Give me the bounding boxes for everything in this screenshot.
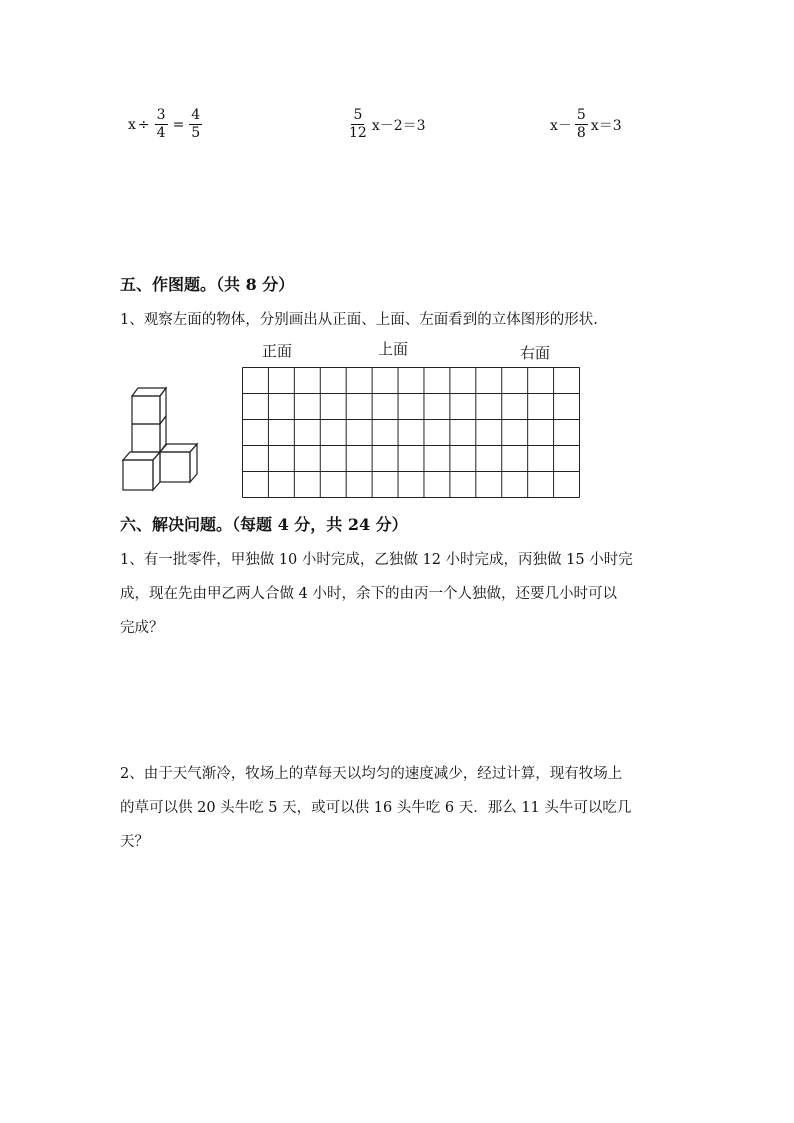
cube-top-front [132,396,160,424]
cube-bottom-left-side [153,452,160,490]
drawing-grid[interactable] [241,366,582,499]
cube-stack-figure [118,382,208,494]
q2-line-3: 天？ [120,834,149,850]
q2-line-2: 的草可以供 20 头牛吃 5 天，或可以供 16 头牛吃 6 天．那么 11 头牛可以吃几 [120,800,632,816]
cube-bottom-left-front [123,460,153,490]
eq1-fraction-2: $\frac{4}{5}$ [191,107,201,142]
label-right: 右面 [520,344,551,362]
section6-title: 六、解决问题。（每题 4 分，共 24 分） [120,515,408,534]
label-front: 正面 [262,342,293,360]
cube-middle-front [132,424,160,452]
eq3-rest: x＝3 [590,117,622,134]
eq2-fraction: $\frac{5}{12}$ [349,107,367,142]
eq1-var: x [128,116,136,133]
q2-line-1: 2、由于天气渐冷，牧场上的草每天以均匀的速度减少，经过计算，现有牧场上 [120,766,623,782]
q1-line-3: 完成？ [120,620,164,636]
eq1-fraction-1: $\frac{3}{4}$ [156,107,166,142]
cube-bottom-right-side [190,444,197,482]
section5-question-1: 1、观察左面的物体，分别画出从正面、上面、左面看到的立体图形的形状. [120,312,598,328]
eq1-divide: ÷ [137,116,150,133]
section6-question-1 [120,543,633,645]
eq1-equals: = [172,116,185,133]
equation-2 [344,108,426,142]
cube-bottom-right-front [160,452,190,482]
section5-title: 五、作图题。（共 8 分） [120,275,295,294]
equation-1 [128,108,205,142]
q1-line-2: 成，现在先由甲乙两人合做 4 小时，余下的由丙一个人独做，还要几小时可以 [120,586,617,602]
eq2-rest: x－2＝3 [371,117,426,134]
label-top: 上面 [378,340,409,358]
eq3-lead: x－ [550,117,572,134]
equation-3 [550,108,622,142]
section6-question-2 [120,757,631,859]
q1-line-1: 1、有一批零件，甲独做 10 小时完成，乙独做 12 小时完成，丙独做 15 小时完 [120,552,633,568]
cube-top-side [160,388,166,424]
eq3-fraction: $\frac{5}{8}$ [576,107,586,142]
